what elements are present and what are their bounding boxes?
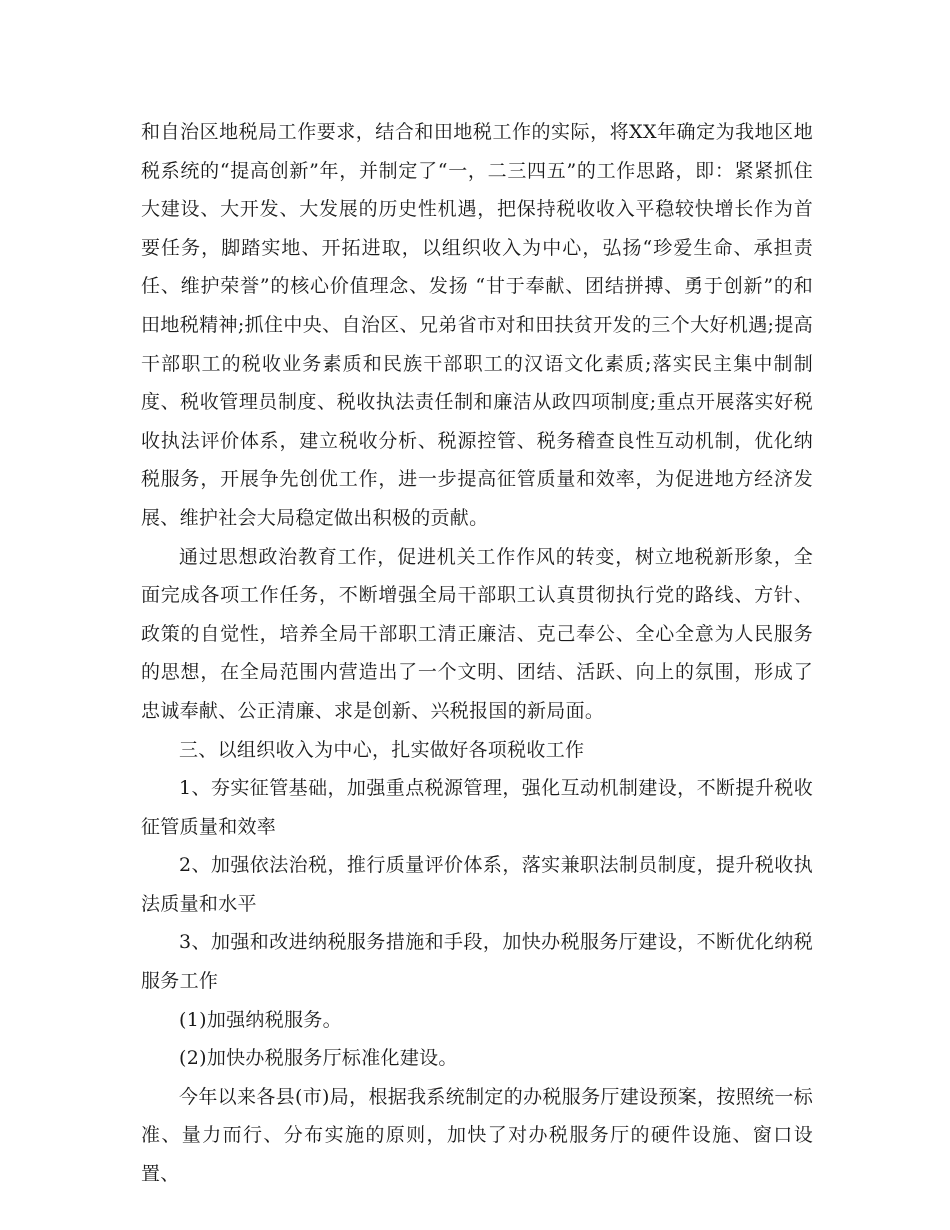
- paragraph-1: 和自治区地税局工作要求，结合和田地税工作的实际，将XX年确定为我地区地税系统的“提高创新”年，并制定了“一，二三四五”的工作思路，即：紧紧抓住大建设、大开发、大发展的历史性机遇，把保持税收收入平稳较快增长作为首要任务，脚踏实地、开拓进取，以组织收入为中心，弘扬“珍爱生命、承担责任、维护荣誉”的核心价值理念、发扬 “甘于奉献、团结拼搏、勇于创新”的和田地税精神;抓住中央、自治区、兄弟省市对和田扶贫开发的三个大好机遇;提高干部职工的税收业务素质和民族干部职工的汉语文化素质;落实民主集中制制度、税收管理员制度、税收执法责任制和廉洁从政四项制度;重点开展落实好税收执法评价体系，建立税收分析、税源控管、税务稽查良性互动机制，优化纳税服务，开展争先创优工作，进一步提高征管质量和效率，为促进地方经济发展、维护社会大局稳定做出积极的贡献。: [141, 121, 813, 529]
- paragraph-2: 通过思想政治教育工作，促进机关工作作风的转变，树立地税新形象，全面完成各项工作任务，不断增强全局干部职工认真贯彻执行党的路线、方针、政策的自觉性，培养全局干部职工清正廉洁、克己奉公、全心全意为人民服务的思想，在全局范围内营造出了一个文明、团结、活跃、向上的氛围，形成了忠诚奉献、公正清廉、求是创新、兴税报国的新局面。: [141, 545, 813, 722]
- subsection-1: 1、夯实征管基础，加强重点税源管理，强化互动机制建设，不断提升税收征管质量和效率: [141, 777, 813, 838]
- subsection-3: 3、加强和改进纳税服务措施和手段，加快办税服务厅建设，不断优化纳税服务工作: [141, 931, 813, 993]
- item-2: (2)加快办税服务厅标准化建设。: [179, 1047, 458, 1070]
- section-heading-3: 三、以组织收入为中心，扎实做好各项税收工作: [179, 738, 585, 761]
- item-1: (1)加强纳税服务。: [179, 1008, 342, 1031]
- paragraph-final: 今年以来各县(市)局，根据我系统制定的办税服务厅建设预案，按照统一标准、量力而行、分布实施的原则，加快了对办税服务厅的硬件设施、窗口设置、: [141, 1085, 813, 1186]
- document-body: [141, 113, 813, 1194]
- subsection-2: 2、加强依法治税，推行质量评价体系，落实兼职法制员制度，提升税收执法质量和水平: [141, 854, 813, 915]
